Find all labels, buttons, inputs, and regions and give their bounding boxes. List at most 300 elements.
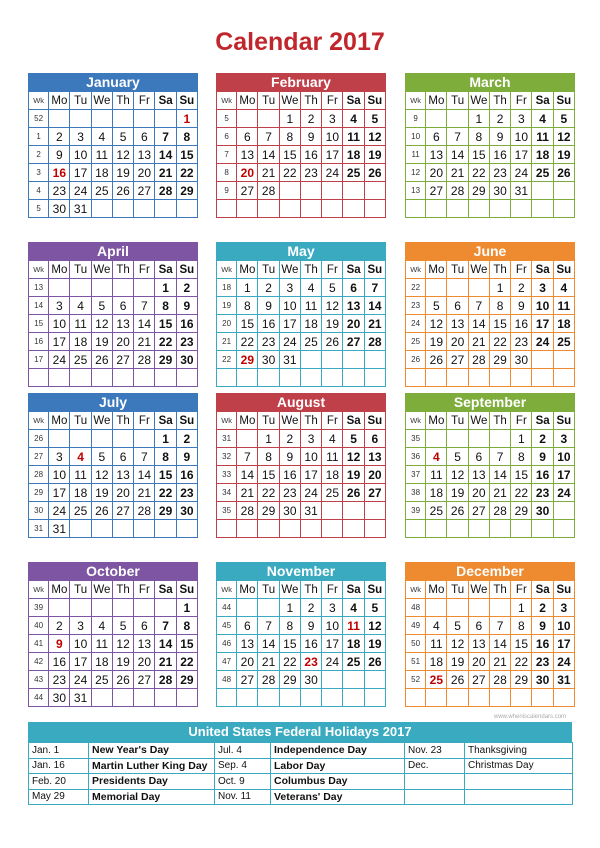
weekday-header-sa: Sa (343, 581, 364, 599)
day-cell (237, 110, 258, 128)
day-cell: 23 (489, 164, 510, 182)
day-cell (322, 671, 343, 689)
day-cell (279, 689, 300, 707)
holiday-date: Feb. 20 (29, 774, 89, 790)
week-number: 31 (29, 520, 49, 538)
week-row (406, 617, 575, 635)
week-number: 11 (406, 146, 426, 164)
weekday-header-wk: Wk (406, 261, 426, 279)
day-cell: 22 (176, 653, 197, 671)
day-cell: 17 (279, 315, 300, 333)
day-cell: 6 (447, 297, 468, 315)
weekday-header-wk: Wk (29, 412, 49, 430)
day-cell (176, 200, 197, 218)
week-row (406, 484, 575, 502)
day-cell: 25 (553, 333, 574, 351)
day-cell: 25 (426, 671, 447, 689)
day-cell: 27 (468, 671, 489, 689)
day-cell (112, 110, 133, 128)
day-cell (364, 351, 385, 369)
weekday-header-mo: Mo (426, 581, 447, 599)
day-cell: 10 (70, 635, 91, 653)
day-cell (489, 689, 510, 707)
weekday-header-th: Th (489, 92, 510, 110)
day-cell (134, 430, 155, 448)
holiday-name (465, 789, 573, 805)
month-title: January (28, 73, 198, 91)
week-row (406, 110, 575, 128)
day-cell: 11 (322, 448, 343, 466)
day-cell: 30 (511, 351, 532, 369)
day-cell: 3 (322, 599, 343, 617)
day-cell: 1 (279, 599, 300, 617)
day-cell: 20 (134, 653, 155, 671)
day-cell: 1 (155, 430, 176, 448)
day-cell: 14 (364, 297, 385, 315)
day-cell (112, 369, 133, 387)
week-number (406, 200, 426, 218)
week-row (406, 315, 575, 333)
week-number: 13 (29, 279, 49, 297)
day-cell: 31 (49, 520, 70, 538)
weekday-header-su: Su (553, 412, 574, 430)
holiday-row (29, 774, 573, 790)
day-cell: 12 (364, 617, 385, 635)
day-cell: 14 (258, 146, 279, 164)
day-cell: 4 (70, 448, 91, 466)
day-cell (300, 520, 321, 538)
day-cell: 10 (511, 128, 532, 146)
week-row (217, 484, 386, 502)
weekday-header-th: Th (112, 412, 133, 430)
month-title: April (28, 242, 198, 260)
day-cell: 26 (322, 333, 343, 351)
day-cell (70, 369, 91, 387)
week-row (406, 333, 575, 351)
day-cell: 18 (70, 333, 91, 351)
day-cell: 20 (468, 484, 489, 502)
weekday-header-tu: Tu (258, 581, 279, 599)
weekday-header-th: Th (300, 581, 321, 599)
day-cell (532, 200, 553, 218)
weekday-header-row (217, 261, 386, 279)
day-cell (300, 351, 321, 369)
day-cell: 15 (489, 315, 510, 333)
weekday-header-tu: Tu (447, 581, 468, 599)
week-row (29, 671, 198, 689)
day-cell: 20 (112, 333, 133, 351)
week-number: 8 (217, 164, 237, 182)
day-cell: 14 (489, 466, 510, 484)
week-row (406, 653, 575, 671)
week-number: 43 (29, 671, 49, 689)
day-cell: 18 (532, 146, 553, 164)
month-table (28, 260, 198, 387)
day-cell (489, 430, 510, 448)
day-cell: 29 (468, 182, 489, 200)
day-cell: 16 (489, 146, 510, 164)
day-cell (258, 369, 279, 387)
day-cell: 5 (447, 448, 468, 466)
weekday-header-fr: Fr (511, 412, 532, 430)
week-row (406, 502, 575, 520)
week-number (406, 369, 426, 387)
day-cell: 21 (468, 333, 489, 351)
week-number (29, 369, 49, 387)
weekday-header-th: Th (489, 581, 510, 599)
day-cell: 28 (258, 671, 279, 689)
week-row (217, 520, 386, 538)
week-row (217, 502, 386, 520)
weekday-header-wk: Wk (29, 92, 49, 110)
week-row (217, 351, 386, 369)
day-cell (532, 369, 553, 387)
day-cell: 2 (49, 617, 70, 635)
holidays-table (28, 742, 573, 805)
day-cell: 9 (49, 146, 70, 164)
day-cell: 29 (258, 502, 279, 520)
day-cell (489, 520, 510, 538)
day-cell (426, 279, 447, 297)
week-row (406, 671, 575, 689)
week-row (29, 448, 198, 466)
day-cell: 28 (364, 333, 385, 351)
day-cell (553, 369, 574, 387)
day-cell (426, 689, 447, 707)
week-row (217, 466, 386, 484)
day-cell: 15 (511, 635, 532, 653)
day-cell: 2 (49, 128, 70, 146)
month-table (405, 260, 575, 387)
holiday-row (29, 789, 573, 805)
week-row (29, 110, 198, 128)
weekday-header-we: We (468, 92, 489, 110)
day-cell: 30 (279, 502, 300, 520)
day-cell: 25 (532, 164, 553, 182)
week-number: 40 (29, 617, 49, 635)
day-cell: 8 (468, 128, 489, 146)
day-cell (511, 369, 532, 387)
week-row (406, 182, 575, 200)
day-cell: 11 (553, 297, 574, 315)
day-cell: 16 (300, 146, 321, 164)
day-cell: 13 (112, 466, 133, 484)
week-number: 47 (217, 653, 237, 671)
week-row (29, 200, 198, 218)
day-cell (134, 520, 155, 538)
holiday-date: May 29 (29, 789, 89, 805)
day-cell: 10 (49, 466, 70, 484)
week-row (217, 164, 386, 182)
weekday-header-wk: Wk (29, 581, 49, 599)
week-row (29, 653, 198, 671)
week-row (217, 128, 386, 146)
week-number: 7 (217, 146, 237, 164)
day-cell: 28 (489, 502, 510, 520)
day-cell: 4 (343, 110, 364, 128)
day-cell: 9 (532, 617, 553, 635)
week-number: 26 (29, 430, 49, 448)
day-cell: 23 (532, 484, 553, 502)
day-cell: 5 (553, 110, 574, 128)
day-cell: 30 (49, 200, 70, 218)
week-number: 35 (217, 502, 237, 520)
day-cell: 30 (49, 689, 70, 707)
day-cell (155, 200, 176, 218)
day-cell: 21 (447, 164, 468, 182)
weekday-header-fr: Fr (322, 412, 343, 430)
day-cell: 16 (176, 315, 197, 333)
holiday-name: Christmas Day (465, 758, 573, 774)
weekday-header-we: We (468, 412, 489, 430)
holiday-row (29, 758, 573, 774)
day-cell: 22 (155, 484, 176, 502)
day-cell (553, 351, 574, 369)
day-cell: 13 (237, 635, 258, 653)
day-cell: 12 (364, 128, 385, 146)
day-cell: 30 (532, 502, 553, 520)
day-cell: 29 (176, 182, 197, 200)
week-row (406, 279, 575, 297)
day-cell: 6 (237, 617, 258, 635)
day-cell: 8 (511, 617, 532, 635)
day-cell: 2 (511, 279, 532, 297)
weekday-header-fr: Fr (511, 92, 532, 110)
month-april (28, 242, 198, 387)
day-cell: 7 (489, 617, 510, 635)
day-cell (322, 351, 343, 369)
day-cell (134, 369, 155, 387)
month-title: July (28, 393, 198, 411)
day-cell: 30 (532, 671, 553, 689)
weekday-header-we: We (91, 261, 112, 279)
day-cell: 9 (300, 617, 321, 635)
day-cell: 14 (447, 146, 468, 164)
day-cell (91, 279, 112, 297)
week-number: 39 (29, 599, 49, 617)
day-cell (49, 599, 70, 617)
week-number: 37 (406, 466, 426, 484)
day-cell: 19 (447, 484, 468, 502)
weekday-header-row (406, 581, 575, 599)
weekday-header-we: We (91, 412, 112, 430)
weekday-header-sa: Sa (155, 261, 176, 279)
week-number: 52 (406, 671, 426, 689)
holiday-date: Dec. (405, 758, 465, 774)
day-cell: 21 (155, 653, 176, 671)
week-number (406, 689, 426, 707)
weekday-header-mo: Mo (237, 412, 258, 430)
week-row (217, 653, 386, 671)
week-row (217, 297, 386, 315)
day-cell: 3 (70, 617, 91, 635)
day-cell (553, 689, 574, 707)
day-cell: 8 (176, 128, 197, 146)
month-table (216, 91, 386, 218)
week-number: 20 (217, 315, 237, 333)
day-cell: 6 (468, 448, 489, 466)
week-number: 25 (406, 333, 426, 351)
week-number: 48 (217, 671, 237, 689)
month-table (28, 580, 198, 707)
weekday-header-we: We (91, 92, 112, 110)
day-cell: 25 (300, 333, 321, 351)
day-cell (70, 599, 91, 617)
week-number: 50 (406, 635, 426, 653)
day-cell: 27 (447, 351, 468, 369)
week-row (29, 466, 198, 484)
day-cell: 2 (176, 279, 197, 297)
day-cell: 24 (70, 671, 91, 689)
day-cell: 12 (112, 635, 133, 653)
day-cell (91, 599, 112, 617)
day-cell: 15 (155, 466, 176, 484)
week-number: 18 (217, 279, 237, 297)
holiday-date: Nov. 11 (215, 789, 271, 805)
day-cell: 14 (258, 635, 279, 653)
day-cell: 19 (91, 333, 112, 351)
day-cell: 23 (279, 484, 300, 502)
day-cell (300, 369, 321, 387)
week-number: 23 (406, 297, 426, 315)
week-row (406, 635, 575, 653)
weekday-header-fr: Fr (134, 412, 155, 430)
day-cell (553, 200, 574, 218)
day-cell (300, 182, 321, 200)
day-cell: 28 (258, 182, 279, 200)
day-cell: 2 (176, 430, 197, 448)
week-number: 19 (217, 297, 237, 315)
day-cell: 7 (364, 279, 385, 297)
weekday-header-fr: Fr (511, 261, 532, 279)
day-cell: 1 (279, 110, 300, 128)
day-cell: 27 (134, 182, 155, 200)
weekday-header-mo: Mo (49, 261, 70, 279)
day-cell: 10 (322, 128, 343, 146)
weekday-header-row (29, 581, 198, 599)
day-cell: 9 (258, 297, 279, 315)
day-cell: 8 (155, 297, 176, 315)
day-cell: 6 (112, 448, 133, 466)
holiday-date: Sep. 4 (215, 758, 271, 774)
day-cell (112, 430, 133, 448)
holiday-name (465, 774, 573, 790)
watermark: www.wheniscalendars.com (494, 714, 567, 720)
month-table (405, 411, 575, 538)
day-cell (343, 689, 364, 707)
week-number (217, 200, 237, 218)
weekday-header-row (217, 412, 386, 430)
day-cell: 27 (364, 484, 385, 502)
week-row (406, 599, 575, 617)
weekday-header-wk: Wk (406, 92, 426, 110)
month-may (216, 242, 386, 387)
day-cell (468, 599, 489, 617)
week-row (29, 146, 198, 164)
day-cell: 13 (237, 146, 258, 164)
day-cell: 6 (134, 128, 155, 146)
week-number: 33 (217, 466, 237, 484)
day-cell: 23 (511, 333, 532, 351)
week-number: 24 (406, 315, 426, 333)
day-cell: 4 (91, 617, 112, 635)
week-row (406, 128, 575, 146)
day-cell: 7 (134, 297, 155, 315)
day-cell: 27 (237, 671, 258, 689)
day-cell: 17 (70, 653, 91, 671)
day-cell: 3 (49, 297, 70, 315)
week-number: 15 (29, 315, 49, 333)
week-row (217, 635, 386, 653)
day-cell: 2 (300, 599, 321, 617)
day-cell: 2 (489, 110, 510, 128)
day-cell: 1 (176, 599, 197, 617)
day-cell: 11 (532, 128, 553, 146)
day-cell: 11 (426, 466, 447, 484)
day-cell (343, 520, 364, 538)
day-cell: 19 (364, 146, 385, 164)
day-cell: 10 (532, 297, 553, 315)
week-row (217, 448, 386, 466)
day-cell: 17 (511, 146, 532, 164)
day-cell: 20 (112, 484, 133, 502)
day-cell: 12 (91, 315, 112, 333)
day-cell (237, 430, 258, 448)
week-row (406, 351, 575, 369)
week-row (29, 520, 198, 538)
day-cell: 25 (91, 182, 112, 200)
day-cell: 30 (176, 502, 197, 520)
day-cell: 28 (134, 502, 155, 520)
day-cell: 28 (134, 351, 155, 369)
month-september (405, 393, 575, 538)
day-cell: 5 (364, 110, 385, 128)
weekday-header-tu: Tu (447, 412, 468, 430)
day-cell (426, 200, 447, 218)
month-january (28, 73, 198, 218)
day-cell: 3 (300, 430, 321, 448)
day-cell (155, 520, 176, 538)
day-cell: 26 (447, 502, 468, 520)
day-cell: 13 (112, 315, 133, 333)
day-cell: 30 (489, 182, 510, 200)
day-cell: 5 (426, 297, 447, 315)
day-cell: 7 (134, 448, 155, 466)
weekday-header-su: Su (553, 581, 574, 599)
week-number: 9 (406, 110, 426, 128)
day-cell: 27 (112, 351, 133, 369)
weekday-header-wk: Wk (217, 412, 237, 430)
holiday-name: Martin Luther King Day (89, 758, 215, 774)
day-cell: 21 (134, 484, 155, 502)
day-cell (70, 520, 91, 538)
day-cell (237, 369, 258, 387)
day-cell (176, 369, 197, 387)
day-cell (426, 599, 447, 617)
day-cell: 12 (447, 466, 468, 484)
day-cell (112, 200, 133, 218)
weekday-header-su: Su (176, 261, 197, 279)
day-cell: 28 (155, 671, 176, 689)
day-cell: 10 (322, 617, 343, 635)
day-cell: 6 (468, 617, 489, 635)
week-number: 32 (217, 448, 237, 466)
weekday-header-tu: Tu (70, 412, 91, 430)
day-cell (155, 599, 176, 617)
day-cell: 2 (300, 110, 321, 128)
day-cell: 20 (468, 653, 489, 671)
weekday-header-su: Su (553, 261, 574, 279)
